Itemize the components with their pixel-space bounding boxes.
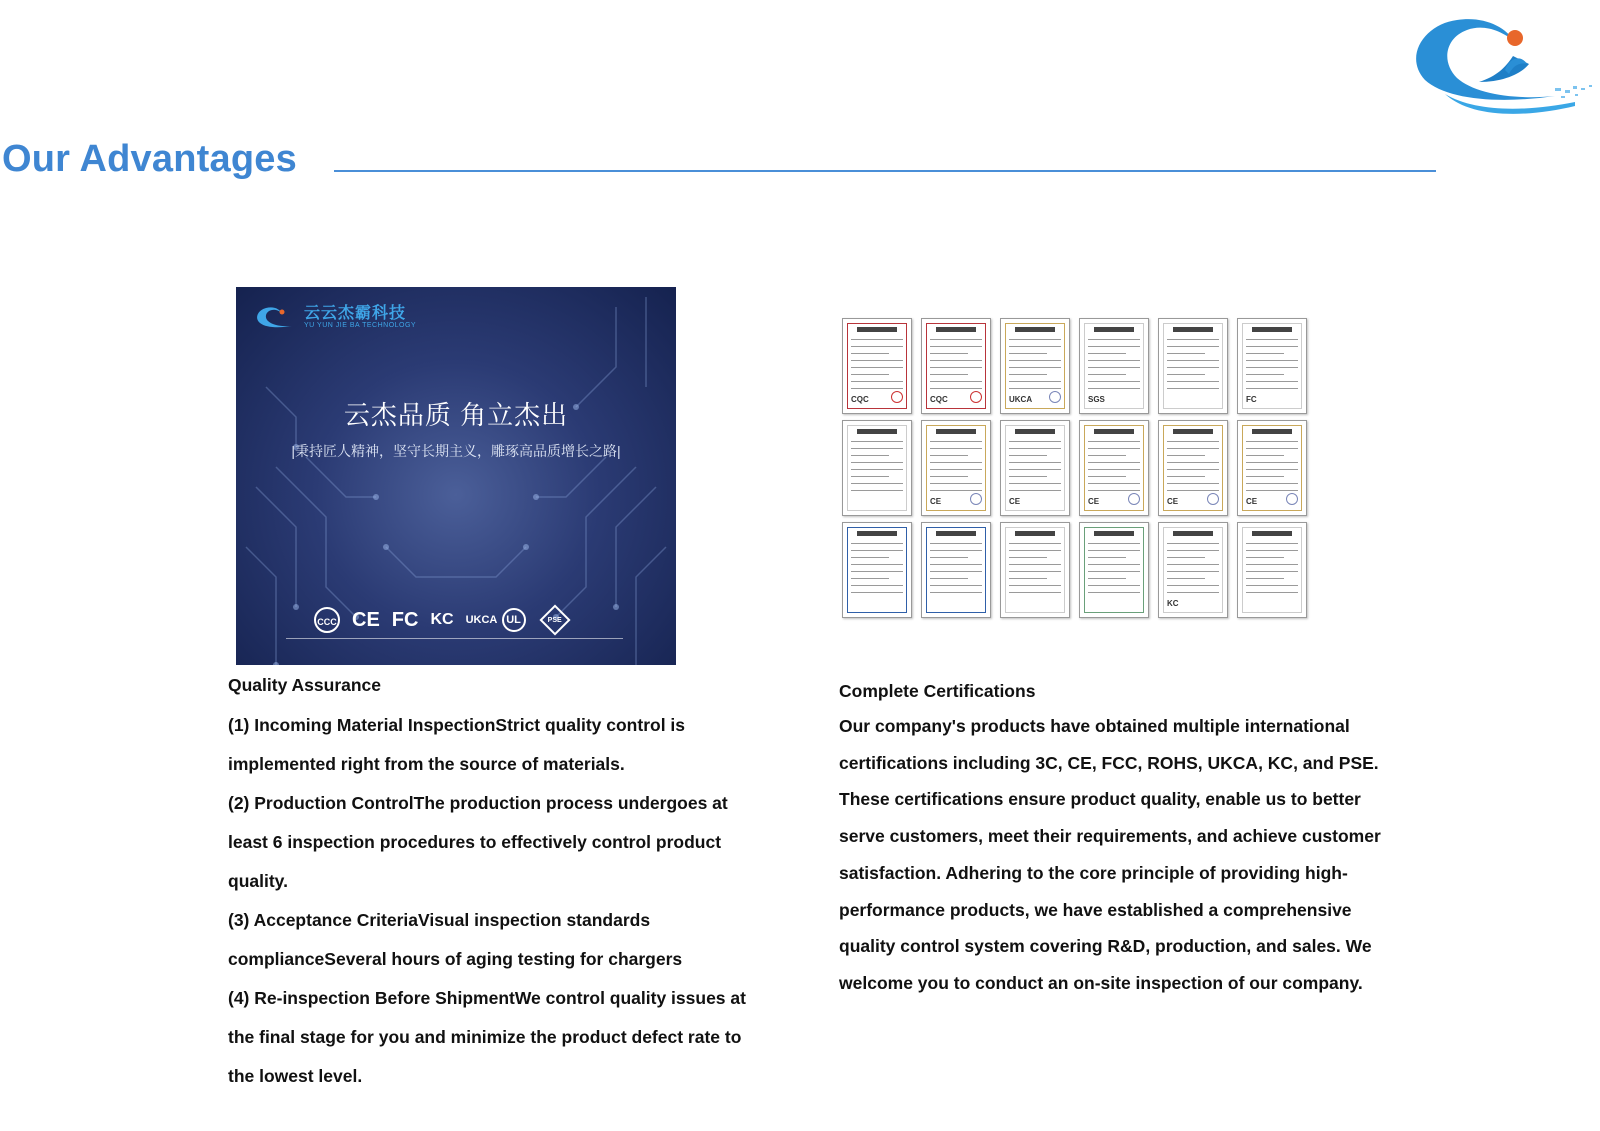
pse-mark-icon — [539, 604, 570, 635]
pse-mark-label: PSE — [547, 616, 562, 624]
certificate-thumbnail — [1158, 420, 1228, 516]
quality-banner-image — [236, 287, 676, 665]
certificate-mark: CE — [1088, 497, 1100, 506]
certifications-title: Complete Certifications — [839, 681, 1036, 701]
quality-assurance-title: Quality Assurance — [228, 675, 382, 695]
quality-item: (2) Production ControlThe production process undergoes at least 6 inspection procedures to effectively control product quality. — [228, 793, 728, 891]
certificate-thumbnail — [1237, 522, 1307, 618]
certificate-thumbnail — [1000, 318, 1070, 414]
certificate-thumbnail — [1079, 522, 1149, 618]
certificate-mark: CE — [1167, 497, 1179, 506]
fcc-mark-icon: FC — [391, 609, 419, 631]
certificate-thumbnail — [1079, 420, 1149, 516]
certificate-thumbnail — [1079, 318, 1149, 414]
kc-mark-icon: KC — [430, 611, 454, 628]
certificate-thumbnail — [921, 522, 991, 618]
certificate-mark: CQC — [930, 395, 948, 404]
certificate-mark: UKCA — [1009, 395, 1033, 404]
brand-name-cn: 云云杰霸科技 — [304, 304, 407, 322]
ce-mark-icon: CE — [352, 609, 380, 631]
quality-item: (4) Re-inspection Before ShipmentWe control quality issues at the final stage for you and minimize the product defect rate to the lowest level. — [228, 988, 746, 1086]
certificate-mark: CE — [1009, 497, 1021, 506]
brand-logo-icon — [254, 305, 298, 331]
certificate-mark: FC — [1246, 395, 1257, 404]
ccc-mark-icon: CCC — [314, 607, 340, 633]
certificate-mark: CE — [930, 497, 942, 506]
title-divider — [334, 170, 1436, 172]
certificate-mark: KC — [1167, 599, 1179, 608]
certificate-thumbnail — [921, 420, 991, 516]
certificate-mark: SGS — [1088, 395, 1105, 404]
page-title: Our Advantages — [2, 138, 297, 180]
certificate-mark: CE — [1246, 497, 1258, 506]
company-logo — [1405, 8, 1600, 120]
certificate-thumbnail — [842, 420, 912, 516]
quality-item: (1) Incoming Material InspectionStrict quality control is implemented right from the source of materials. — [228, 715, 686, 774]
marks-divider — [286, 638, 623, 639]
quality-item: (3) Acceptance CriteriaVisual inspection standards complianceSeveral hours of aging testing for chargers — [228, 910, 683, 969]
certificate-thumbnail — [1000, 420, 1070, 516]
certificate-thumbnail — [1237, 420, 1307, 516]
certificate-thumbnail — [842, 522, 912, 618]
certificate-thumbnail — [842, 318, 912, 414]
banner-slogan: 云杰品质 角立杰出 — [343, 400, 569, 430]
ul-mark-icon: UL — [502, 608, 526, 632]
ukca-mark-icon: UKCA — [465, 613, 498, 626]
banner-subslogan: |秉持匠人精神，坚守长期主义，雕琢高品质增长之路| — [291, 443, 621, 459]
banner-brand — [254, 305, 416, 331]
quality-assurance-section — [228, 674, 768, 1096]
certificate-thumbnail — [1158, 522, 1228, 618]
certificates-gallery — [842, 318, 1308, 618]
certificate-mark: CQC — [851, 395, 869, 404]
certifications-body: Our company's products have obtained multiple international certifications including 3C, CE, FCC, ROHS, UKCA, KC, and PSE. These certifications ensure product quality, enable us to better serve customers, meet their requirements, and achieve customer satisfaction. Adhering to the core principle of providing high-performance products, we have established a comprehensive quality control system covering R&D, production, and sales. We welcome you to conduct an on-site inspection of our company. — [839, 716, 1381, 993]
certifications-section — [839, 680, 1399, 1002]
certificate-thumbnail — [921, 318, 991, 414]
certification-marks — [314, 607, 566, 633]
certificate-thumbnail — [1237, 318, 1307, 414]
certificate-thumbnail — [1158, 318, 1228, 414]
brand-name-en: YU YUN JIE BA TECHNOLOGY — [304, 321, 417, 329]
certificate-thumbnail — [1000, 522, 1070, 618]
